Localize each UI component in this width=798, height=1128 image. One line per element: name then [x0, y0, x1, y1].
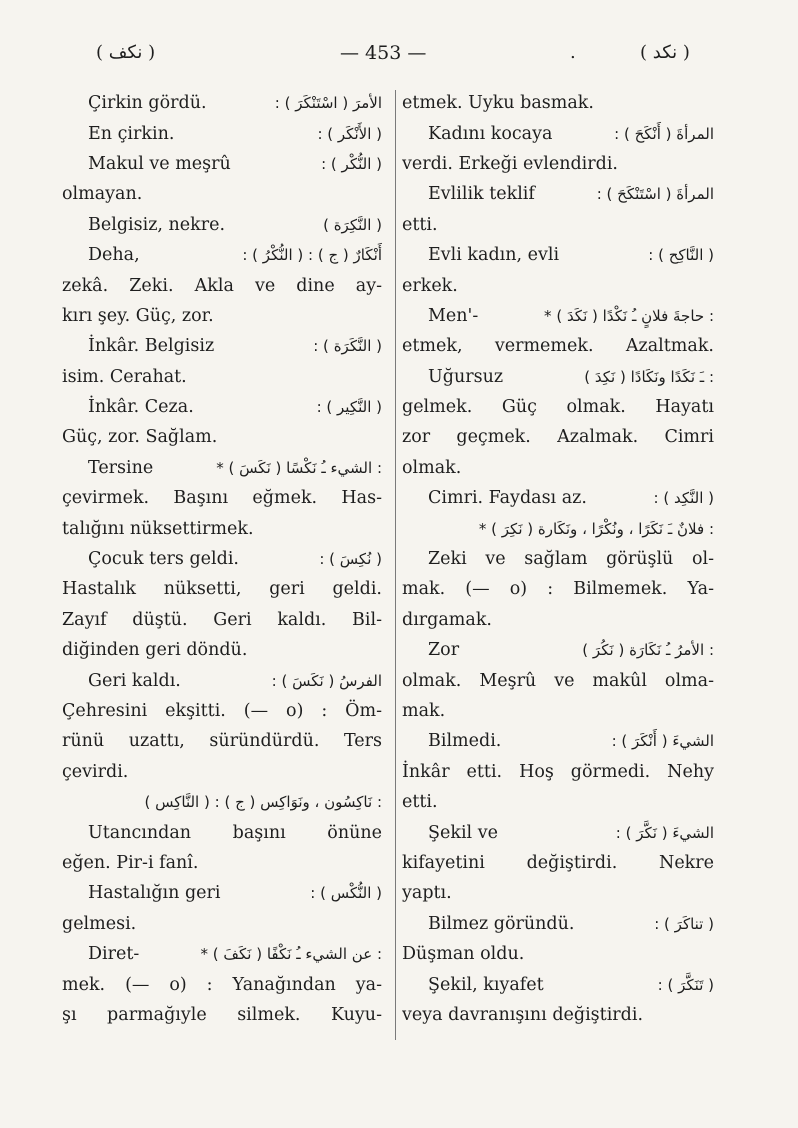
- turkish-text: olmak. Meşrû ve makûl olma-: [402, 670, 714, 691]
- turkish-text: Evli kadın, evli: [428, 245, 560, 266]
- entry-line: [402, 757, 714, 787]
- turkish-text: etmek. Uyku basmak.: [402, 93, 594, 114]
- turkish-text: Makul ve meşrû: [88, 153, 231, 174]
- turkish-text: olmayan.: [62, 184, 143, 205]
- entry-line: [62, 848, 382, 878]
- entry-line: [62, 179, 382, 209]
- arabic-headword: ( النَّكِرَة ): [323, 215, 382, 234]
- entry-line: [402, 726, 714, 756]
- turkish-text: gelmek. Güç olmak. Hayatı: [402, 397, 714, 418]
- turkish-text: zor geçmek. Azalmak. Cimri: [402, 427, 714, 448]
- turkish-text: Güç, zor. Sağlam.: [62, 427, 218, 448]
- entry-line: [62, 118, 382, 148]
- turkish-text: rünü uzattı, süründürdü. Ters: [62, 731, 382, 752]
- entry-line: [402, 878, 714, 908]
- entry-line: [402, 605, 714, 635]
- turkish-text: verdi. Erkeği evlendirdi.: [402, 153, 618, 174]
- entry-line: [402, 453, 714, 483]
- entry-line: [402, 574, 714, 604]
- arabic-headword: : ( نَكَسَ ) الفرسُ: [271, 671, 382, 690]
- turkish-text: Şekil, kıyafet: [428, 974, 544, 995]
- turkish-text: Çehresini ekşitti. (— o) : Öm-: [62, 701, 382, 721]
- turkish-text: Bilmez göründü.: [428, 913, 575, 934]
- turkish-text: talığını nüksettirmek.: [62, 518, 254, 539]
- entry-line: [62, 878, 382, 908]
- turkish-text: Kadını kocaya: [428, 123, 553, 144]
- entry-line: [402, 635, 714, 665]
- entry-line: [62, 301, 382, 331]
- arabic-headword: : ( الأَنْكَر ): [317, 124, 382, 143]
- entry-line: [402, 362, 714, 392]
- arabic-headword: : ( النُّكْرُ ) : ( ج ) أَنْكَارٌ: [242, 246, 382, 265]
- turkish-text: kifayetini değiştirdi. Nekre: [402, 852, 714, 873]
- turkish-text: Utancından başını önüne: [88, 822, 382, 843]
- turkish-text: Zor: [428, 640, 460, 661]
- turkish-text: mek. (— o) : Yanağından ya-: [62, 974, 382, 995]
- turkish-text: şı parmağıyle silmek. Kuyu-: [62, 1004, 382, 1025]
- arabic-headword: : ( تناكَرَ ): [654, 914, 714, 933]
- turkish-text: Zeki ve sağlam görüşlü ol-: [428, 549, 714, 570]
- turkish-text: çevirmek. Başını eğmek. Has-: [62, 488, 382, 509]
- entry-line: [62, 909, 382, 939]
- arabic-headword: * ( نَكَدَ ) حاجةَ فلانٍ ـُ نَكْدًا :: [544, 306, 714, 325]
- entry-line: [62, 817, 382, 847]
- entry-line: [62, 392, 382, 422]
- entry-line: [62, 210, 382, 240]
- arabic-headword: : الشيءَ ( نَكَّرَ ): [615, 823, 714, 842]
- left-column: [62, 88, 382, 1030]
- entry-line: [62, 331, 382, 361]
- turkish-text: Düşman oldu.: [402, 944, 525, 965]
- turkish-text: Belgisiz, nekre.: [88, 214, 226, 235]
- turkish-text: Zayıf düştü. Geri kaldı. Bil-: [62, 609, 382, 630]
- turkish-text: etti.: [402, 214, 438, 235]
- entry-line: [402, 696, 714, 726]
- arabic-headword: : الشيءَ ( أَنْكَرَ ): [611, 732, 714, 751]
- entry-line: [62, 270, 382, 300]
- arabic-headword: : المرأةَ ( أَنْكَحَ ): [614, 124, 714, 143]
- entry-line: [402, 939, 714, 969]
- header-right-keyword: ( نكد ): [640, 42, 690, 63]
- arabic-headword: : ( النُّكْر ): [321, 154, 382, 173]
- turkish-text: gelmesi.: [62, 913, 137, 934]
- turkish-text: etmek, vermemek. Azaltmak.: [402, 336, 714, 357]
- turkish-text: veya davranışını değiştirdi.: [402, 1004, 644, 1025]
- entry-line: [62, 757, 382, 787]
- entry-line: [62, 787, 382, 817]
- entry-line: [402, 210, 714, 240]
- turkish-text: etti.: [402, 792, 438, 813]
- turkish-text: eğen. Pir-i fanî.: [62, 852, 199, 873]
- entry-line: [402, 149, 714, 179]
- entry-line: [402, 179, 714, 209]
- arabic-headword: : الأمرَ ( اسْتَنْكَرَ ): [274, 94, 382, 113]
- column-divider: [395, 90, 396, 1040]
- arabic-headword: : ( النَّكِد ): [653, 489, 714, 508]
- entry-line: [402, 88, 714, 118]
- arabic-headword: * ( نَكَسَ ) الشيء ـُ نَكْسًا :: [216, 458, 382, 477]
- arabic-headword: : ( النَّكَرَة ): [313, 337, 382, 356]
- entry-line: [402, 1000, 714, 1030]
- turkish-text: Men'-: [428, 305, 479, 326]
- turkish-text: isim. Cerahat.: [62, 366, 187, 387]
- turkish-text: Uğursuz: [428, 366, 504, 387]
- right-column: [402, 88, 714, 1030]
- turkish-text: kırı şey. Güç, zor.: [62, 305, 214, 326]
- entry-line: [402, 787, 714, 817]
- entry-line: [402, 544, 714, 574]
- entry-line: [402, 483, 714, 513]
- header-dot: .: [570, 42, 576, 63]
- turkish-text: İnkâr etti. Hoş görmedi. Nehy: [402, 761, 714, 782]
- entry-line: [402, 331, 714, 361]
- entry-line: [62, 88, 382, 118]
- arabic-headword: ( نَكِدَ ) ـَ نَكَدًا ونَكَادًا :: [584, 367, 714, 386]
- entry-line: [62, 726, 382, 756]
- turkish-text: yaptı.: [402, 883, 452, 904]
- arabic-headword: : ( النَّكِير ): [316, 398, 382, 417]
- turkish-text: dırgamak.: [402, 609, 492, 630]
- arabic-headword: * ( نَكَفَ ) عن الشيء ـُ نَكْفًا :: [200, 945, 382, 964]
- entry-line: [62, 240, 382, 270]
- turkish-text: En çirkin.: [88, 123, 175, 144]
- turkish-text: mak. (— o) : Bilmemek. Ya-: [402, 579, 714, 600]
- arabic-headword: : ( النُّكْس ): [310, 884, 382, 903]
- entry-line: [62, 149, 382, 179]
- entry-line: [402, 513, 714, 543]
- entry-line: [62, 635, 382, 665]
- turkish-text: Cimri. Faydası az.: [428, 488, 587, 509]
- page-number: — 453 —: [340, 42, 427, 64]
- entry-line: [402, 270, 714, 300]
- entry-line: [62, 544, 382, 574]
- entry-line: [62, 574, 382, 604]
- arabic-headword: ( نَكُرَ ) الأمرُ ـُ نَكَارَة :: [582, 641, 714, 660]
- entry-line: [402, 817, 714, 847]
- entry-line: [402, 118, 714, 148]
- entry-line: [62, 1000, 382, 1030]
- turkish-text: zekâ. Zeki. Akla ve dine ay-: [62, 275, 382, 296]
- entry-line: [62, 422, 382, 452]
- arabic-headword: * ( نَكِرَ ) فلانٌ ـَ نَكَرًا ، ونُكْرًا ، ونَكَارة :: [478, 519, 714, 538]
- turkish-text: Hastalık nüksetti, geri geldi.: [62, 579, 382, 600]
- entry-line: [62, 665, 382, 695]
- entry-line: [402, 848, 714, 878]
- entry-line: [402, 301, 714, 331]
- entry-line: [62, 605, 382, 635]
- entry-line: [62, 969, 382, 999]
- turkish-text: Çirkin gördü.: [88, 93, 207, 114]
- turkish-text: Deha,: [88, 245, 140, 266]
- turkish-text: diğinden geri döndü.: [62, 640, 248, 661]
- turkish-text: İnkâr. Ceza.: [88, 397, 194, 418]
- turkish-text: Tersine: [88, 457, 154, 478]
- entry-line: [402, 240, 714, 270]
- turkish-text: olmak.: [402, 457, 462, 478]
- arabic-headword: : ( تَنَكَّرَ ): [657, 975, 714, 994]
- arabic-headword: ( النَّاكِس ) : ( ج ) نَاكِسُون ، ونَوَاكِس :: [144, 793, 382, 812]
- entry-line: [62, 696, 382, 726]
- page-header: [0, 40, 798, 70]
- entry-line: [62, 453, 382, 483]
- turkish-text: Bilmedi.: [428, 731, 502, 752]
- entry-line: [62, 362, 382, 392]
- turkish-text: Çocuk ters geldi.: [88, 549, 239, 570]
- arabic-headword: : ( النَّاكِح ): [648, 246, 714, 265]
- arabic-headword: : المرأةَ ( اسْتَنْكَحَ ): [596, 185, 714, 204]
- turkish-text: çevirdi.: [62, 761, 129, 782]
- entry-line: [62, 483, 382, 513]
- arabic-headword: : ( نُكِسَ ): [319, 550, 382, 569]
- turkish-text: Hastalığın geri: [88, 883, 221, 904]
- entry-line: [402, 909, 714, 939]
- turkish-text: Diret-: [88, 944, 140, 965]
- entry-line: [402, 392, 714, 422]
- entry-line: [62, 939, 382, 969]
- entry-line: [62, 513, 382, 543]
- turkish-text: Şekil ve: [428, 822, 498, 843]
- turkish-text: Evlilik teklif: [428, 184, 535, 205]
- turkish-text: İnkâr. Belgisiz: [88, 336, 215, 357]
- entry-line: [402, 969, 714, 999]
- header-left-keyword: ( نكف ): [96, 42, 156, 63]
- turkish-text: Geri kaldı.: [88, 670, 181, 691]
- turkish-text: erkek.: [402, 275, 458, 296]
- entry-line: [402, 665, 714, 695]
- entry-line: [402, 422, 714, 452]
- turkish-text: mak.: [402, 701, 446, 721]
